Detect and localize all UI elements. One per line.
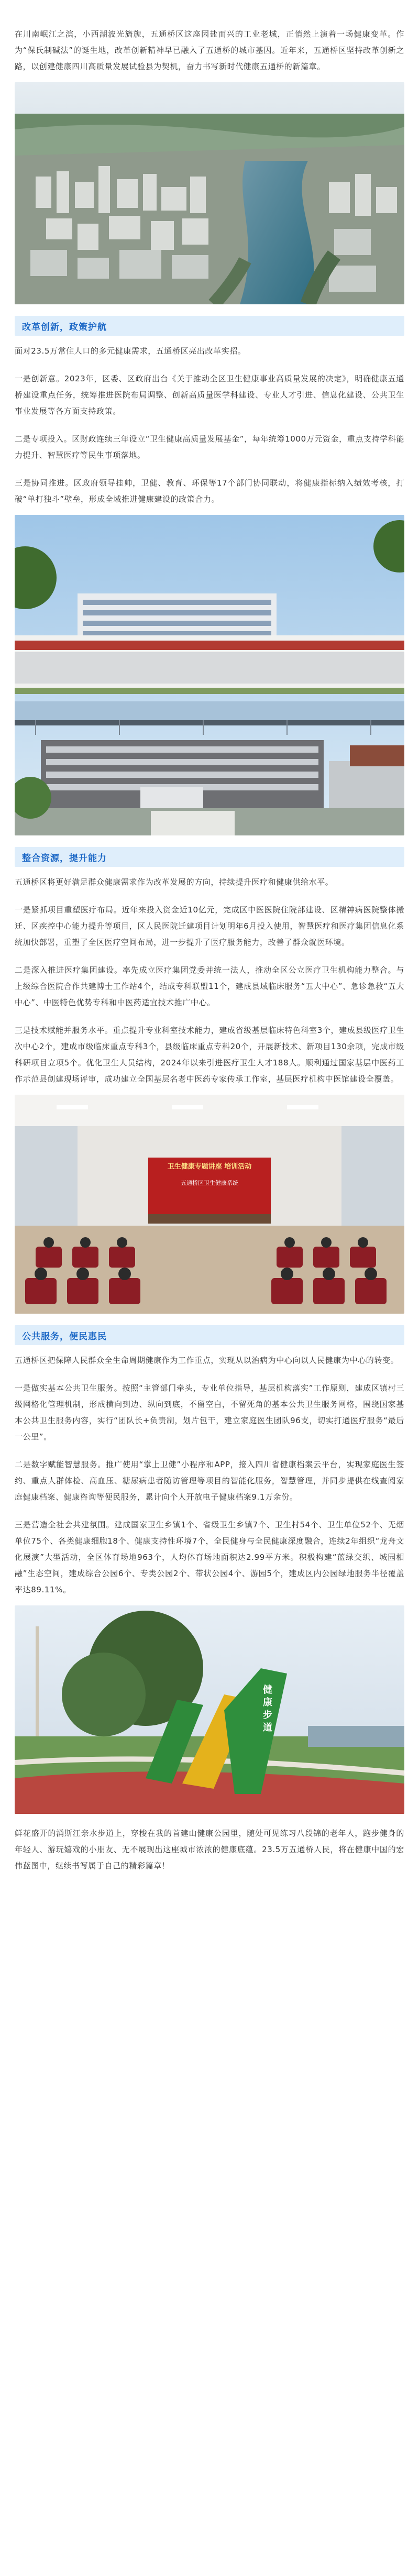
section-header-public-services bbox=[15, 1325, 404, 1345]
section-paragraph: 一是做实基本公共卫生服务。按照“主管部门牵头，专业单位指导，基层机构落实”工作原则，建成区镇村三级网格化管理机制，形成横向到边、纵向到底，不留空白，不留死角的基本公共卫生服务网格，围绕国家基本公共卫生服务内容，实行“团队长+负责制，划片包干，建立家庭医生团队96支，切实打通医疗服务“最后一公里”。 bbox=[15, 1383, 404, 1441]
section-paragraph: 一是紧抓项目重塑医疗布局。近年来投入资金近10亿元，完成区中医医院住院部建设、区精神病医院整体搬迁、区疾控中心能力提升等项目，区人民医院迁建项目计划明年6月投入使用，智慧医疗和医疗集团信息化系统加快部署，重塑了全区医疗空间布局，进一步提升了医疗服务能力，改善了群众就医环境。 bbox=[15, 905, 404, 947]
section-paragraph: 一是创新意。2023年，区委、区政府出台《关于推动全区卫生健康事业高质量发展的决定》，明确健康五通桥建设重点任务，统筹推进医院布局调整、创新高质量医学科建设、专业人才引进、信息化建设、公共卫生事业发展等各方面支持政策。 bbox=[15, 374, 404, 416]
closing-paragraph: 鲜花盛开的涌斯江亲水步道上，穿梭在我的首建山健康公园里，随处可见练习八段锦的老年人，跑步健身的年轻人、游玩嬉戏的小朋友、无不展现出这座城市浓浓的健康底蕴。23.5万五通桥人民，将在健康中国的宏伟蓝图中，继续书写属于自己的精彩篇章！ bbox=[15, 1829, 404, 1870]
section-paragraph: 五通桥区将更好满足群众健康需求作为改革发展的方向，持续提升医疗和健康供给水平。 bbox=[15, 877, 334, 887]
section-paragraph: 三是协同推进。区政府领导挂帅，卫健、教育、环保等17个部门协同联动，将健康指标纳入绩效考核，打破“单打独斗”壁垒，形成全域推进健康建设的政策合力。 bbox=[15, 478, 404, 504]
section-paragraph: 三是营造全社会共建氛围。建成国家卫生乡镇1个、省级卫生乡镇7个、卫生村54个、卫生单位52个、无烟单位75个、各类健康细胞18个、健康支持性环境7个，全民健身与全民健康深度融合，连续2年组织“龙舟文化展演”大型活动，全区体育场地963个，人均体育场地面积达2.99平方米。积极构建“蓝绿交织、城园相融”生态空间，建成综合公园6个、专类公园2个、带状公园4个、游园5个，建成区内公园绿地服务半径覆盖率达89.11%。 bbox=[15, 1520, 404, 1594]
section-title: 公共服务，便民惠民 bbox=[22, 1331, 107, 1342]
section-paragraph: 二是深入推进医疗集团建设。率先成立医疗集团党委并统一法人，推动全区公立医疗卫生机构能力整合。与上级综合医院合作共建博士工作站4个，结成专科联盟11个，建成县域临床服务“五大中心”、急诊急救“五大中心”、中医特色优势专科和中医药适宜技术推广中心。 bbox=[15, 965, 404, 1007]
section-paragraph: 三是技术赋能并服务水平。重点提升专业科室技术能力，建成省级基层临床特色科室3个，建成县级医疗卫生次中心2个，建成市级临床重点专科3个，县级临床重点专科20个，开展新技术、新项目130余项，完成市级科研项目立项5个。优化卫生人员结构，2024年以来引进医疗卫生人才188人。顺利通过国家基层中医药工作示范县创建现场评审，成功建立全国基层名老中医药专家传承工作室，基层医疗机构中医馆建设全覆盖。 bbox=[15, 1026, 404, 1084]
section-paragraph: 面对23.5万常住人口的多元健康需求，五通桥区亮出改革实招。 bbox=[15, 346, 246, 356]
meeting-hall-photo bbox=[15, 1095, 404, 1314]
hall-banner-title: 卫生健康专题讲座 培训活动 bbox=[167, 1163, 252, 1171]
health-trail-sign: 健康步道 bbox=[263, 1685, 272, 1733]
hall-banner-subtitle: 五通桥区卫生健康系统 bbox=[181, 1180, 238, 1186]
city-aerial-photo bbox=[15, 82, 404, 304]
section-header-resources bbox=[15, 847, 404, 867]
section-title: 改革创新，政策护航 bbox=[22, 322, 107, 333]
hospital-building-photo bbox=[15, 515, 404, 835]
section-header-reform bbox=[15, 316, 404, 336]
health-trail-photo bbox=[15, 1605, 404, 1814]
section-title: 整合资源，提升能力 bbox=[22, 853, 107, 864]
section-paragraph: 五通桥区把保障人民群众全生命周期健康作为工作重点，实现从以治病为中心向以人民健康为中心的转变。 bbox=[15, 1356, 399, 1365]
section-paragraph: 二是数字赋能智慧服务。推广使用“掌上卫健”小程序和APP，接入四川省健康档案云平台，实现家庭医生签约、重点人群体检、高血压、糖尿病患者随访管理等项目的智能化服务，智慧管理，并同步提供在线查阅家庭健康档案、健康咨询等便民服务，累计向个人开放电子健康档案9.1万余份。 bbox=[15, 1460, 404, 1502]
section-paragraph: 二是专项投入。区财政连续三年设立“卫生健康高质量发展基金”，每年统筹1000万元资金，重点支持学科能力提升、智慧医疗等民生事项落地。 bbox=[15, 434, 404, 460]
intro-paragraph: 在川南岷江之滨，小西湖波光旖旎，五通桥区这座因盐而兴的工业老城，正悄然上演着一场健康变革。作为“保氏制碱法”的诞生地，改革创新精神早已融入了五通桥的城市基因。近年来，五通桥区坚持改革创新之路，以创建健康四川高质量发展试验县为契机，奋力书写新时代健康五通桥的新篇章。 bbox=[15, 29, 404, 71]
